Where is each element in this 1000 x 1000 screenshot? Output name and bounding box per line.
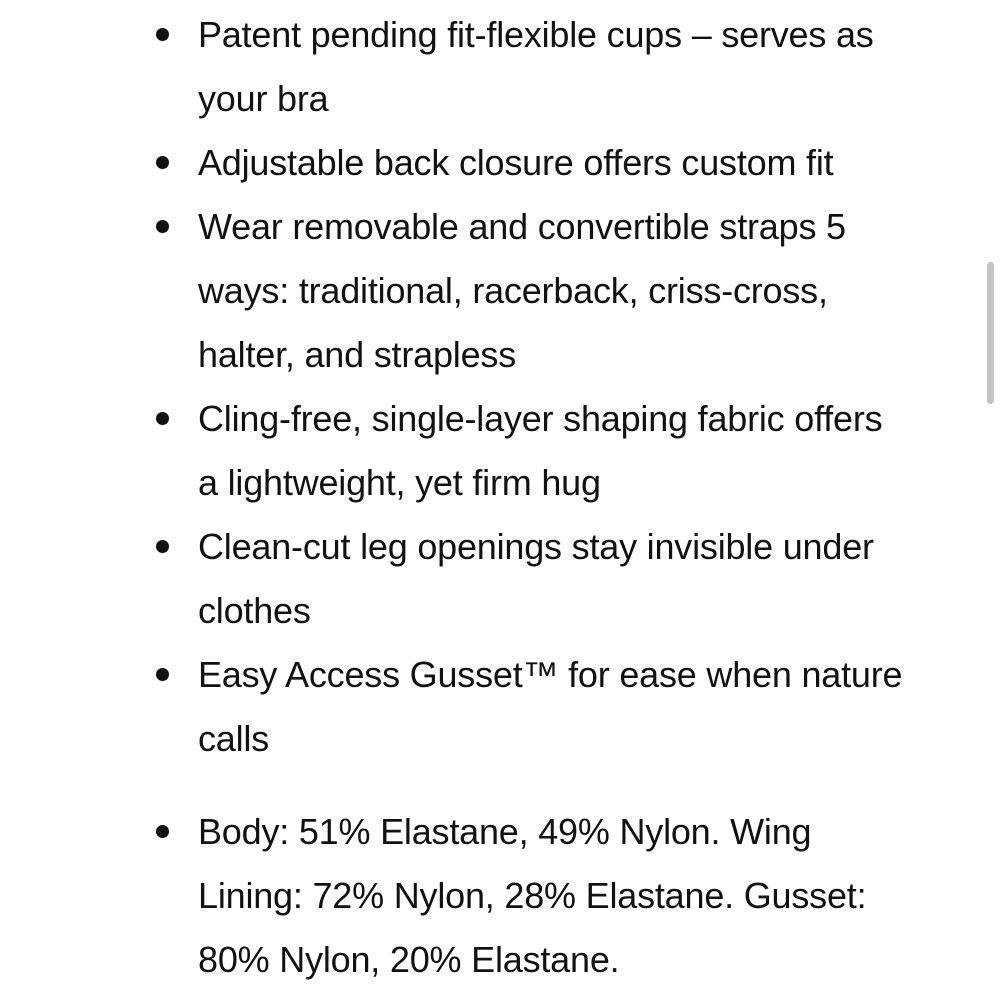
bullet-icon — [156, 540, 169, 553]
bullet-icon — [156, 668, 169, 681]
feature-text: Cling-free, single-layer shaping fabric offers a lightweight, yet firm hug — [198, 398, 883, 503]
materials-list — [150, 800, 910, 992]
feature-text: Clean-cut leg openings stay invisible under clothes — [198, 526, 874, 631]
feature-item — [150, 515, 910, 643]
materials-item — [150, 800, 910, 992]
feature-item — [150, 643, 910, 771]
bullet-icon — [156, 825, 169, 838]
materials-text: Body: 51% Elastane, 49% Nylon. Wing Lining: 72% Nylon, 28% Elastane. Gusset: 80% Nylon, 20% Elastane. — [198, 811, 867, 980]
feature-text: Adjustable back closure offers custom fit — [198, 142, 834, 183]
feature-item — [150, 195, 910, 387]
bullet-icon — [156, 28, 169, 41]
bullet-icon — [156, 412, 169, 425]
feature-text: Patent pending fit-flexible cups – serves as your bra — [198, 14, 874, 119]
feature-item — [150, 131, 910, 195]
feature-text: Easy Access Gusset™ for ease when nature calls — [198, 654, 903, 759]
feature-item — [150, 387, 910, 515]
bullet-icon — [156, 220, 169, 233]
scrollbar[interactable] — [982, 0, 994, 1000]
feature-text: Wear removable and convertible straps 5 ways: traditional, racerback, criss-cross, halter, and strapless — [198, 206, 846, 375]
feature-list — [150, 3, 910, 771]
scrollbar-thumb[interactable] — [987, 262, 994, 404]
feature-item — [150, 3, 910, 131]
bullet-icon — [156, 156, 169, 169]
